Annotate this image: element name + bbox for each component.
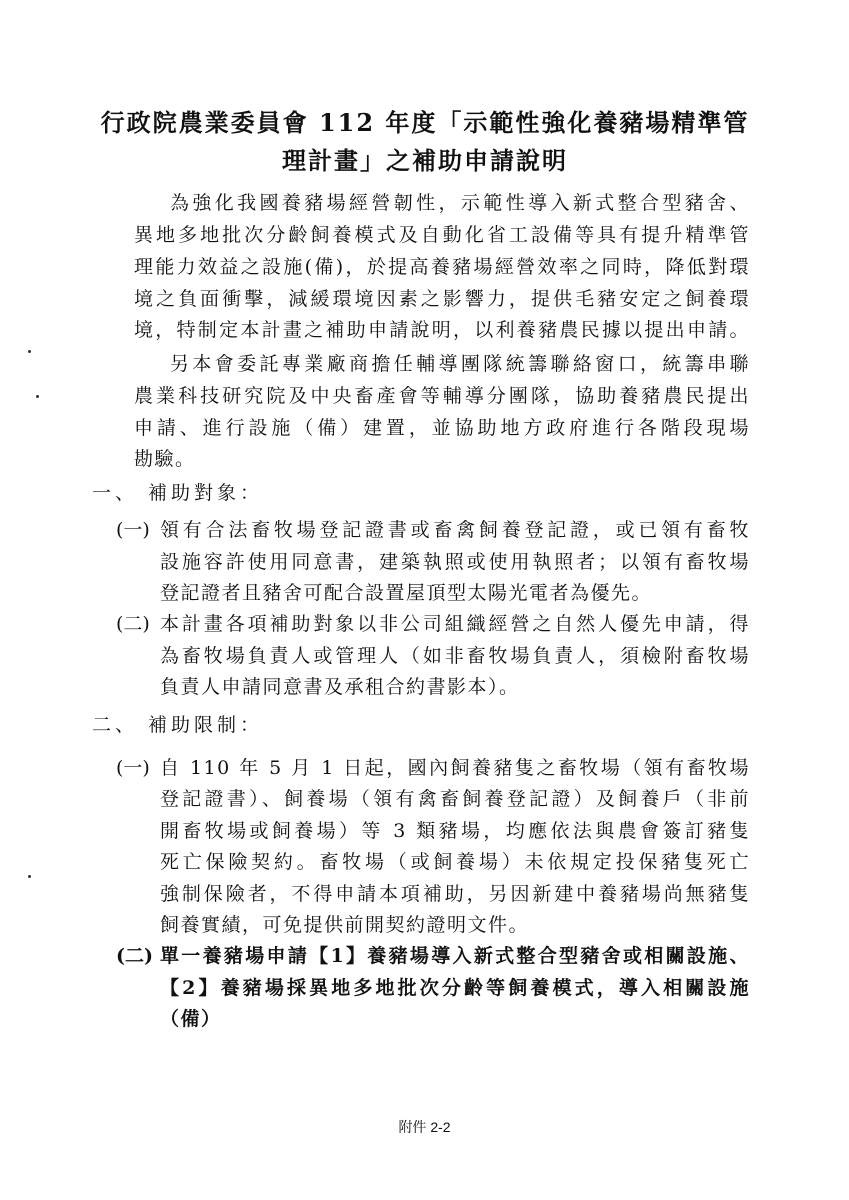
section-1-item-1-line-3: 登記證者且豬舍可配合設置屋頂型太陽光電者為優先。: [160, 582, 653, 604]
intro-p1-line-2: 異地多地批次分齡飼養模式及自動化省工設備等具有提升精準管: [134, 224, 750, 246]
intro-p1-line-5: 境，特制定本計畫之補助申請說明，以利養豬農民據以提出申請。: [134, 319, 750, 341]
section-2-item-2-line-1: 單一養豬場申請【1】養豬場導入新式整合型豬舍或相關設施、: [160, 945, 750, 967]
section-2-item-1-line-3: 開畜牧場或飼養場）等 3 類豬場，均應依法與農會簽訂豬隻: [160, 820, 750, 842]
section-2-heading: 二、 補助限制：: [92, 714, 264, 736]
page-footer-label: 附件 2-2: [398, 1119, 451, 1135]
section-1-item-2-line-3: 負責人申請同意書及承租合約書影本）。: [160, 676, 520, 698]
section-1-heading: 一、 補助對象：: [92, 482, 264, 504]
intro-p2-line-2: 農業科技研究院及中央畜產會等輔導分團隊，協助養豬農民提出: [134, 385, 750, 407]
intro-p2-line-1: 另本會委託專業廠商擔任輔導團隊統籌聯絡窗口，統籌串聯: [170, 353, 750, 375]
scan-speck: [36, 395, 39, 398]
section-2-item-1-line-2: 登記證書）、飼養場（領有禽畜飼養登記證）及飼養戶（非前: [160, 788, 750, 810]
section-2-item-2-number: (二): [116, 945, 153, 967]
scan-speck: [28, 350, 31, 353]
section-1-item-2-line-2: 為畜牧場負責人或管理人（如非畜牧場負責人，須檢附畜牧場: [160, 645, 750, 667]
section-2-item-2-line-3: （備）: [160, 1008, 222, 1030]
scan-speck: [28, 875, 31, 878]
intro-p1-line-1: 為強化我國養豬場經營韌性，示範性導入新式整合型豬舍、: [170, 192, 750, 214]
document-title-line-2: 理計畫」之補助申請說明: [282, 146, 568, 175]
section-2-item-1-line-6: 飼養實績，可免提供前開契約證明文件。: [160, 914, 530, 936]
section-1-item-2-line-1: 本計畫各項補助對象以非公司組織經營之自然人優先申請，得: [160, 613, 750, 635]
document-title-line-1: 行政院農業委員會 112 年度「示範性強化養豬場精準管: [100, 108, 750, 137]
intro-p1-line-4: 境之負面衝擊，減緩環境因素之影響力，提供毛豬安定之飼養環: [134, 288, 750, 310]
intro-p2-line-4: 勘驗。: [134, 448, 196, 470]
section-1-item-1-line-1: 領有合法畜牧場登記證書或畜禽飼養登記證，或已領有畜牧: [160, 519, 750, 541]
section-2-item-2-line-2: 【2】養豬場採異地多地批次分齡等飼養模式，導入相關設施: [160, 977, 750, 999]
section-1-item-2-number: (二): [116, 613, 150, 635]
section-1-item-1-number: (一): [116, 519, 150, 541]
section-2-item-1-line-5: 強制保險者，不得申請本項補助，另因新建中養豬場尚無豬隻: [160, 883, 750, 905]
section-2-item-1-line-1: 自 110 年 5 月 1 日起，國內飼養豬隻之畜牧場（領有畜牧場: [160, 757, 750, 779]
section-2-item-1-number: (一): [116, 757, 150, 779]
intro-p1-line-3: 理能力效益之設施(備)，於提高養豬場經營效率之同時，降低對環: [134, 256, 750, 278]
intro-p2-line-3: 申請、進行設施（備）建置，並協助地方政府進行各階段現場: [134, 417, 750, 439]
section-2-item-1-line-4: 死亡保險契約。畜牧場（或飼養場）未依規定投保豬隻死亡: [160, 851, 750, 873]
section-1-item-1-line-2: 設施容許使用同意書，建築執照或使用執照者；以領有畜牧場: [160, 551, 750, 573]
